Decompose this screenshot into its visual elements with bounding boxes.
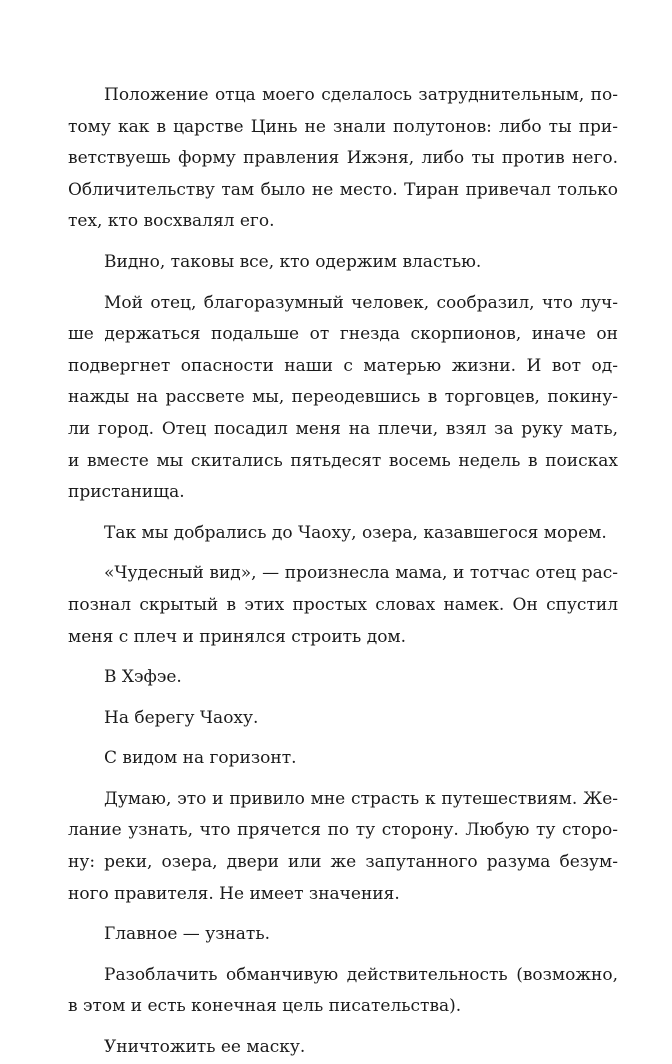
text-line: Обличительству там было не место. Тиран привечал только (68, 179, 618, 200)
text-line: лание узнать, что прячется по ту сторону. Любую ту сторо- (68, 820, 618, 841)
text-line: ветствуешь форму правления Ижэня, либо ты против него. (68, 148, 618, 169)
paragraph (68, 247, 618, 279)
text-line: Думаю, это и привило мне страсть к путешествиям. Же- (104, 788, 618, 809)
text-line: Разоблачить обманчивую действительность (возможно, (104, 964, 618, 985)
paragraph (68, 960, 618, 1023)
text-line: познал скрытый в этих простых словах намек. Он спустил (68, 594, 618, 615)
text-line: в этом и есть конечная цель писательства). (68, 996, 462, 1017)
text-line: В Хэфэе. (104, 667, 182, 688)
paragraph (68, 703, 618, 735)
text-line: меня с плеч и принялся строить дом. (68, 626, 407, 647)
text-line: ного правителя. Не имеет значения. (68, 883, 400, 904)
text-line: подвергнет опасности наши с матерью жизни. И вот од- (68, 355, 618, 376)
paragraph (68, 288, 618, 509)
paragraph (68, 1032, 618, 1064)
text-line: Положение отца моего сделалось затруднительным, по- (104, 85, 618, 105)
paragraph (68, 784, 618, 910)
text-line: ше держаться подальше от гнезда скорпионов, иначе он (68, 324, 618, 345)
text-line: пристанища. (68, 482, 185, 503)
paragraph (68, 518, 618, 550)
text-line: ли город. Отец посадил меня на плечи, взял за руку мать, (68, 418, 618, 439)
paragraph (68, 558, 618, 653)
paragraph (68, 743, 618, 775)
text-line: Мой отец, благоразумный человек, сообразил, что луч- (104, 292, 618, 313)
paragraph (68, 80, 618, 238)
text-line: тому как в царстве Цинь не знали полутонов: либо ты при- (68, 116, 618, 137)
text-line: Уничтожить ее маску. (104, 1037, 306, 1058)
text-body (68, 80, 618, 1064)
text-line: Так мы добрались до Чаоху, озера, казавшегося морем. (104, 522, 607, 543)
text-line: ну: реки, озера, двери или же запутанного разума безум- (68, 852, 618, 873)
text-line: Главное — узнать. (104, 924, 270, 945)
text-line: нажды на рассвете мы, переодевшись в торговцев, покину- (68, 387, 618, 408)
text-line: тех, кто восхвалял его. (68, 211, 275, 232)
text-line: Видно, таковы все, кто одержим властью. (104, 251, 482, 272)
paragraph (68, 919, 618, 951)
text-line: и вместе мы скитались пятьдесят восемь недель в поисках (68, 450, 618, 471)
text-line: «Чудесный вид», — произнесла мама, и тотчас отец рас- (104, 563, 618, 584)
text-line: На берегу Чаоху. (104, 707, 259, 728)
paragraph (68, 662, 618, 694)
text-line: С видом на горизонт. (104, 748, 297, 769)
